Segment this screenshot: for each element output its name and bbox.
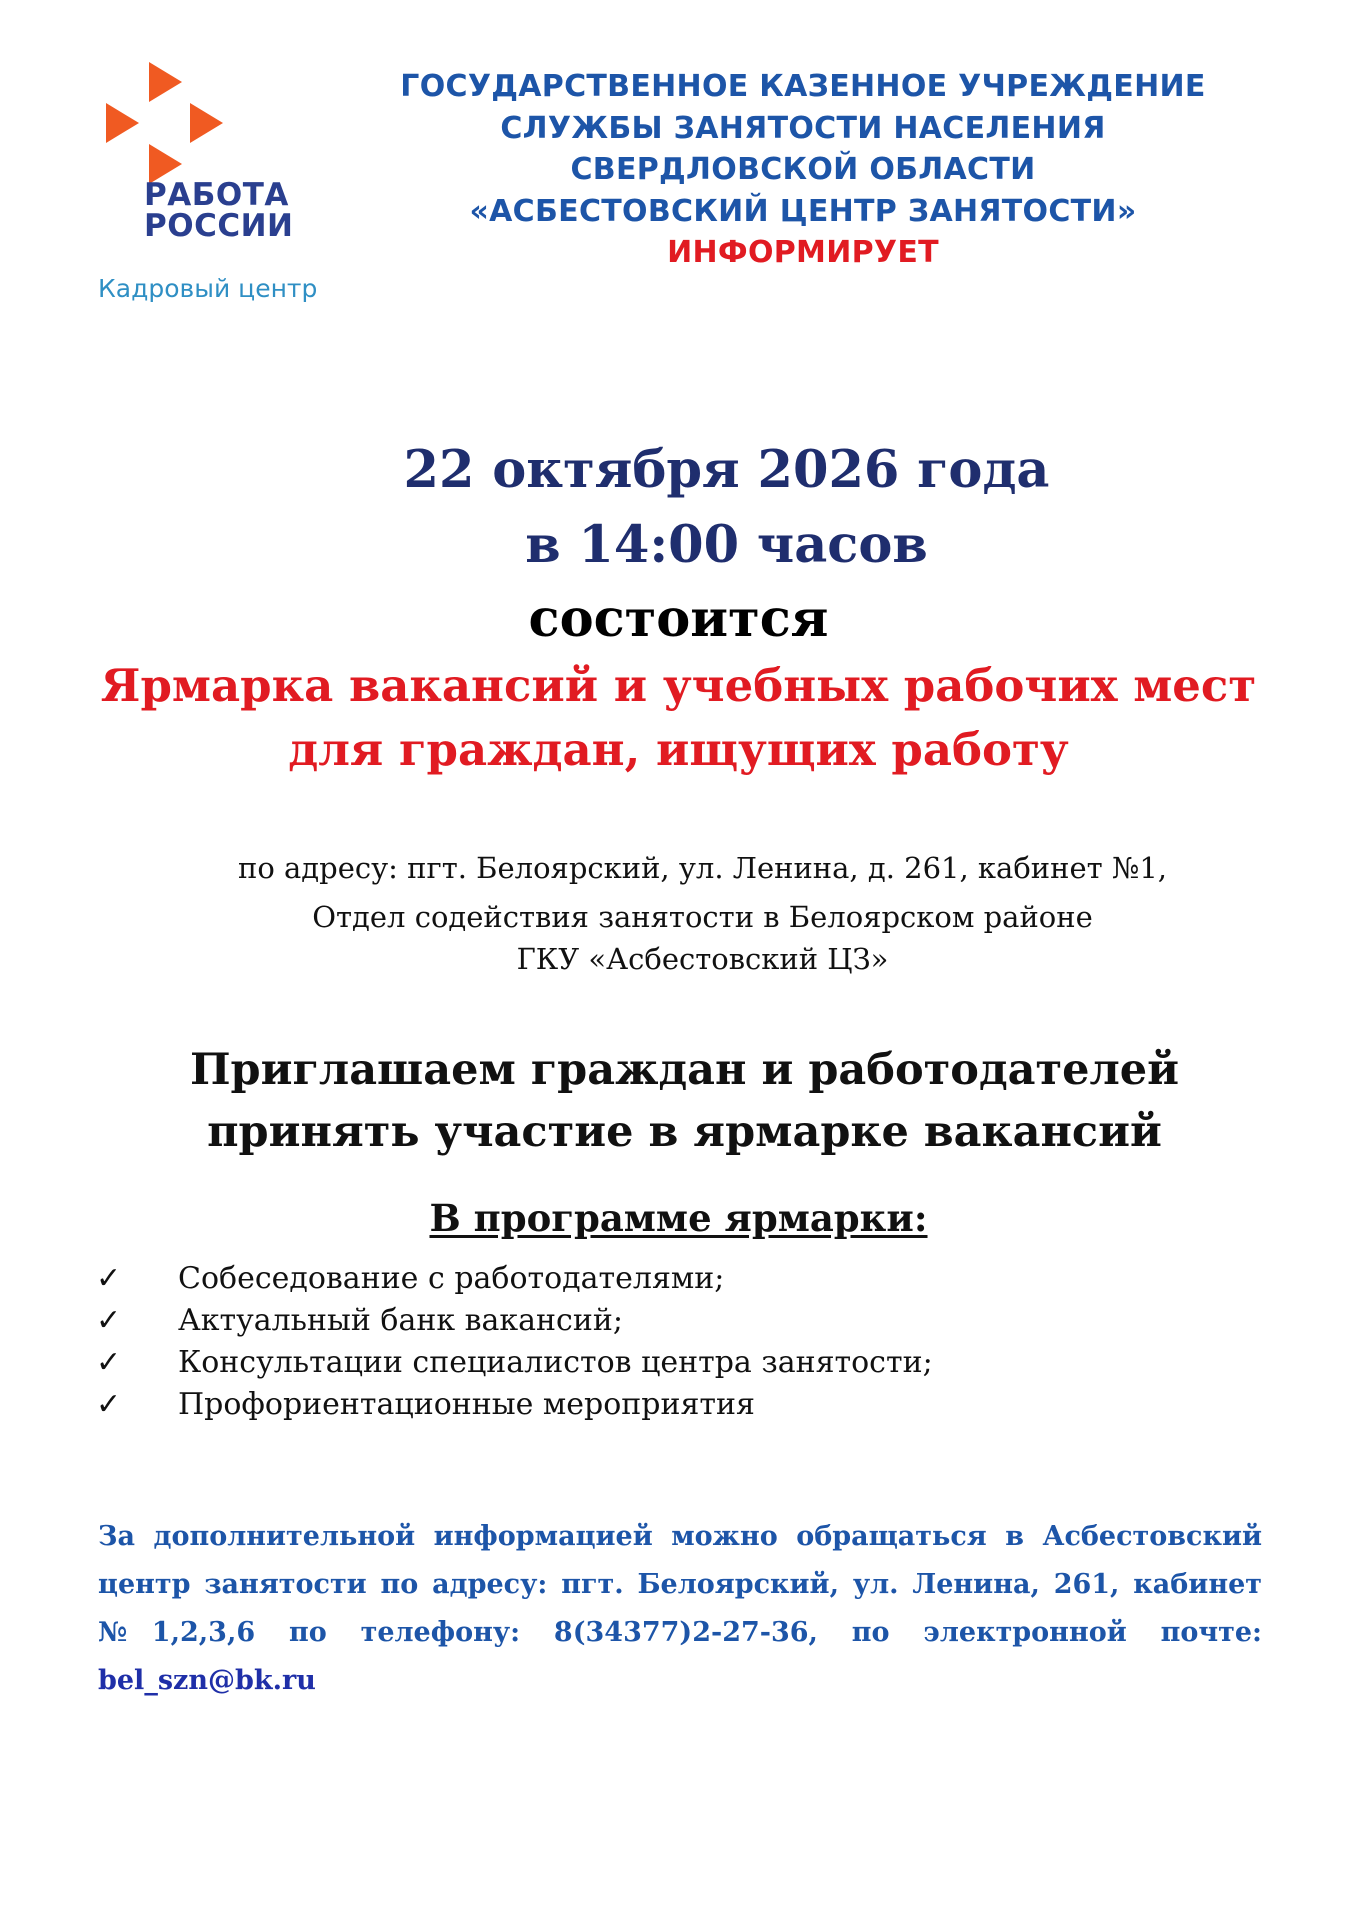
org-line-4: «АСБЕСТОВСКИЙ ЦЕНТР ЗАНЯТОСТИ» bbox=[469, 193, 1137, 229]
contacts-line-2: центр занятости по адресу: пгт. Белоярский, ул. Ленина, 261, кабинет bbox=[98, 1569, 1262, 1600]
checkmark-icon: ✓ bbox=[96, 1387, 122, 1422]
address-line-3: ГКУ «Асбестовский ЦЗ» bbox=[516, 942, 889, 976]
checkmark-icon: ✓ bbox=[96, 1303, 122, 1338]
invitation-line-2: принять участие в ярмарке вакансий bbox=[207, 1107, 1162, 1157]
contacts-line-1: За дополнительной информацией можно обращаться в Асбестовский bbox=[98, 1521, 1262, 1552]
informs-label: ИНФОРМИРУЕТ bbox=[667, 235, 939, 270]
org-line-3: СВЕРДЛОВСКОЙ ОБЛАСТИ bbox=[570, 152, 1036, 187]
event-name-line2: для граждан, ищущих работу bbox=[288, 723, 1069, 776]
contacts-block bbox=[98, 1513, 1262, 1705]
checkmark-icon: ✓ bbox=[96, 1261, 122, 1296]
contacts-line-3: №1,2,3,6 по телефону: 8(34377)2-27-36, по электронной почте: bbox=[98, 1617, 1262, 1648]
address-line-1: по адресу: пгт. Белоярский, ул. Ленина, д. 261, кабинет №1, bbox=[238, 851, 1167, 885]
logo-subtitle: Кадровый центр bbox=[98, 274, 318, 303]
contact-email-link[interactable]: bel_szn@bk.ru bbox=[98, 1665, 316, 1696]
invitation-line-1: Приглашаем граждан и работодателей bbox=[189, 1045, 1180, 1095]
arrows-logo-icon bbox=[102, 62, 232, 184]
program-item-text: Собеседование с работодателями; bbox=[178, 1261, 725, 1296]
program-item-text: Консультации специалистов центра занятости; bbox=[178, 1345, 933, 1380]
event-name-line1: Ярмарка вакансий и учебных рабочих мест bbox=[100, 659, 1257, 712]
rabota-rossii-logo bbox=[98, 62, 338, 312]
event-time: в 14:00 часов bbox=[525, 515, 928, 575]
program-item-text: Актуальный банк вакансий; bbox=[178, 1303, 623, 1338]
logo-brand-line1: РАБОТА bbox=[144, 177, 289, 213]
organization-header bbox=[358, 66, 1248, 274]
org-line-2: СЛУЖБЫ ЗАНЯТОСТИ НАСЕЛЕНИЯ bbox=[500, 110, 1106, 146]
logo-brand-line2: РОССИИ bbox=[144, 208, 294, 244]
org-line-1: ГОСУДАРСТВЕННОЕ КАЗЕННОЕ УЧРЕЖДЕНИЕ bbox=[400, 69, 1206, 104]
event-verb: состоится bbox=[528, 589, 829, 649]
event-date: 22 октября 2026 года bbox=[403, 440, 1050, 500]
program-item-text: Профориентационные мероприятия bbox=[178, 1387, 755, 1422]
program-title: В программе ярмарки: bbox=[429, 1196, 928, 1240]
logo-brand-name bbox=[144, 177, 294, 244]
checkmark-icon: ✓ bbox=[96, 1345, 122, 1380]
address-line-2: Отдел содействия занятости в Белоярском районе bbox=[312, 900, 1093, 934]
